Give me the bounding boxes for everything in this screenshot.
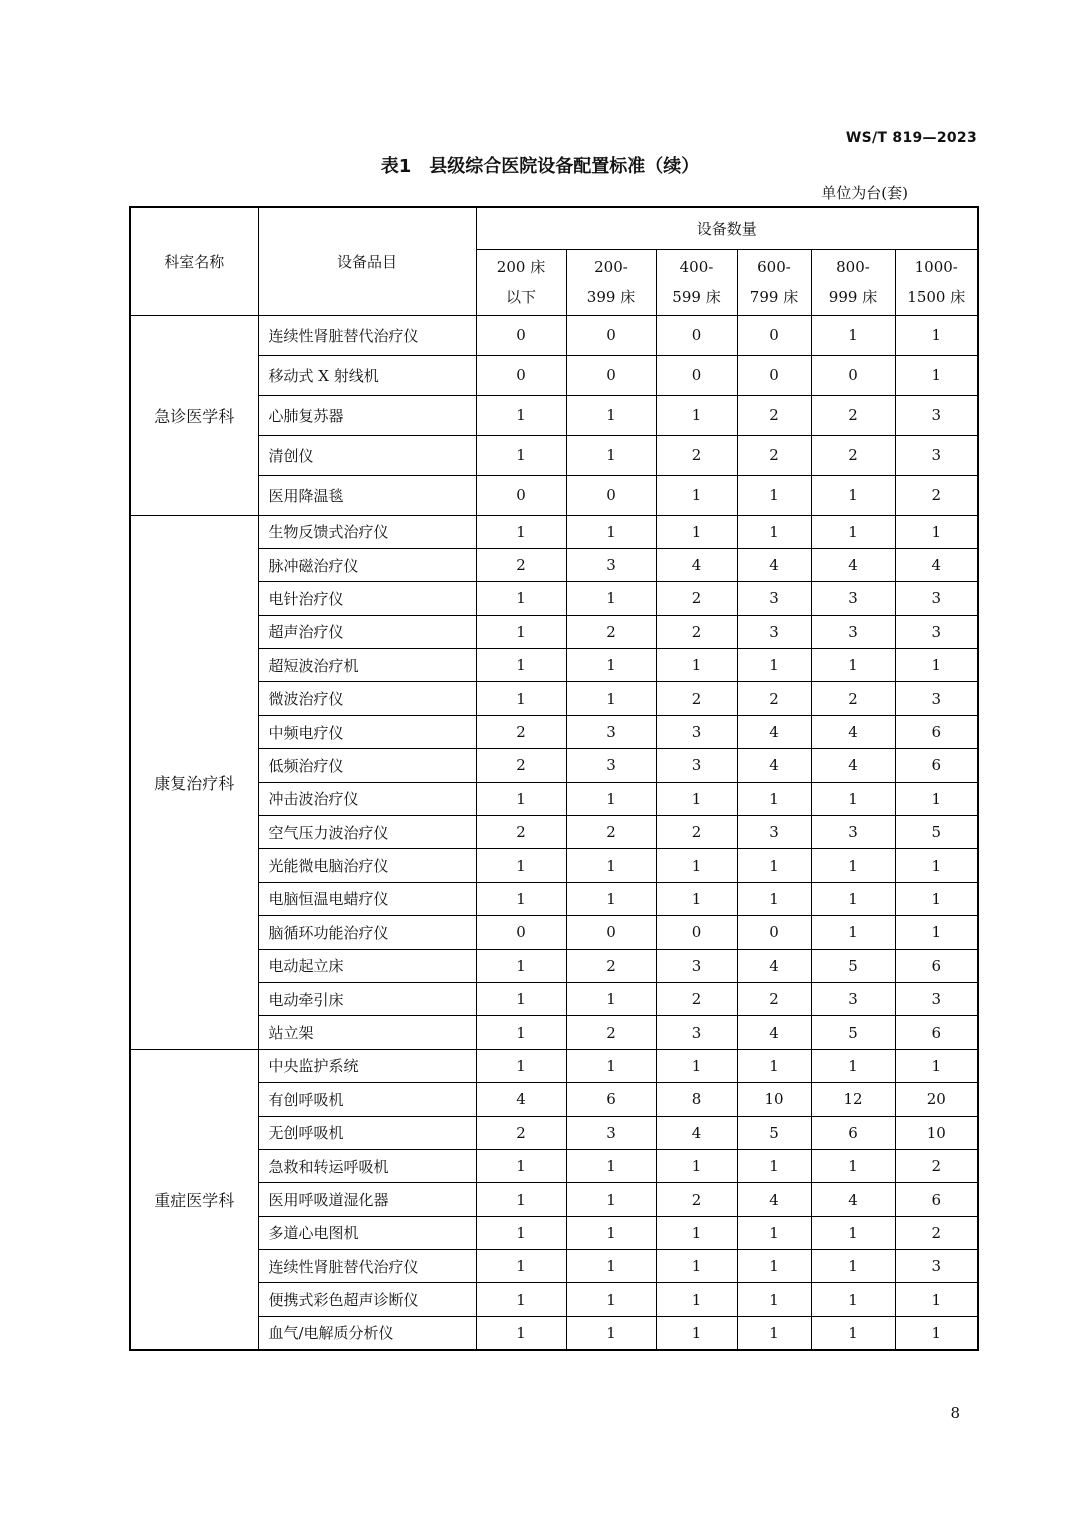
quantity-cell: 1 bbox=[656, 649, 737, 682]
header-bed-size-line: 200 床 bbox=[496, 258, 546, 276]
quantity-cell: 3 bbox=[566, 548, 656, 581]
quantity-cell: 1 bbox=[566, 849, 656, 882]
quantity-cell: 4 bbox=[476, 1083, 566, 1116]
header-item: 设备品目 bbox=[258, 207, 476, 315]
equipment-name: 生物反馈式治疗仪 bbox=[258, 515, 476, 548]
quantity-cell: 3 bbox=[895, 982, 978, 1015]
equipment-name: 多道心电图机 bbox=[258, 1216, 476, 1249]
equipment-name: 电针治疗仪 bbox=[258, 582, 476, 615]
quantity-cell: 2 bbox=[476, 816, 566, 849]
quantity-cell: 1 bbox=[566, 1216, 656, 1249]
quantity-cell: 0 bbox=[737, 916, 811, 949]
quantity-cell: 3 bbox=[737, 615, 811, 648]
quantity-cell: 1 bbox=[895, 1283, 978, 1316]
quantity-cell: 1 bbox=[895, 916, 978, 949]
quantity-cell: 1 bbox=[895, 315, 978, 355]
equipment-name: 冲击波治疗仪 bbox=[258, 782, 476, 815]
quantity-cell: 2 bbox=[566, 949, 656, 982]
quantity-cell: 1 bbox=[895, 782, 978, 815]
equipment-name: 移动式 X 射线机 bbox=[258, 355, 476, 395]
equipment-name: 清创仪 bbox=[258, 435, 476, 475]
header-bed-size-line: 1500 床 bbox=[907, 288, 966, 306]
quantity-cell: 3 bbox=[895, 615, 978, 648]
equipment-name: 微波治疗仪 bbox=[258, 682, 476, 715]
quantity-cell: 6 bbox=[895, 1183, 978, 1216]
quantity-cell: 4 bbox=[895, 548, 978, 581]
quantity-cell: 6 bbox=[895, 749, 978, 782]
quantity-cell: 4 bbox=[811, 548, 895, 581]
quantity-cell: 4 bbox=[811, 1183, 895, 1216]
table-row bbox=[130, 1116, 978, 1149]
quantity-cell: 1 bbox=[811, 849, 895, 882]
equipment-name: 电动起立床 bbox=[258, 949, 476, 982]
quantity-cell: 2 bbox=[476, 715, 566, 748]
header-bed-size bbox=[656, 249, 737, 315]
equipment-name: 超短波治疗机 bbox=[258, 649, 476, 682]
table-row bbox=[130, 515, 978, 548]
table-row bbox=[130, 849, 978, 882]
quantity-cell: 8 bbox=[656, 1083, 737, 1116]
quantity-cell: 1 bbox=[566, 1283, 656, 1316]
quantity-cell: 1 bbox=[656, 1316, 737, 1349]
quantity-cell: 1 bbox=[895, 849, 978, 882]
quantity-cell: 3 bbox=[895, 395, 978, 435]
table-row bbox=[130, 582, 978, 615]
quantity-cell: 1 bbox=[811, 515, 895, 548]
standard-code: WS/T 819—2023 bbox=[845, 130, 977, 146]
quantity-cell: 1 bbox=[476, 1183, 566, 1216]
quantity-cell: 0 bbox=[656, 916, 737, 949]
header-bed-size bbox=[811, 249, 895, 315]
quantity-cell: 1 bbox=[656, 1049, 737, 1082]
quantity-cell: 0 bbox=[811, 355, 895, 395]
equipment-name: 中央监护系统 bbox=[258, 1049, 476, 1082]
quantity-cell: 2 bbox=[737, 682, 811, 715]
equipment-name: 连续性肾脏替代治疗仪 bbox=[258, 315, 476, 355]
quantity-cell: 1 bbox=[737, 1149, 811, 1182]
table-row bbox=[130, 315, 978, 355]
quantity-cell: 5 bbox=[737, 1116, 811, 1149]
quantity-cell: 0 bbox=[566, 315, 656, 355]
quantity-cell: 2 bbox=[566, 1016, 656, 1049]
quantity-cell: 0 bbox=[656, 315, 737, 355]
quantity-cell: 1 bbox=[656, 395, 737, 435]
quantity-cell: 3 bbox=[811, 816, 895, 849]
equipment-name: 心肺复苏器 bbox=[258, 395, 476, 435]
quantity-cell: 1 bbox=[895, 1049, 978, 1082]
table-row bbox=[130, 749, 978, 782]
table-row bbox=[130, 615, 978, 648]
header-bed-size-line: 400- bbox=[679, 258, 714, 276]
quantity-cell: 1 bbox=[656, 1283, 737, 1316]
quantity-cell: 0 bbox=[737, 355, 811, 395]
quantity-cell: 1 bbox=[737, 882, 811, 915]
equipment-name: 低频治疗仪 bbox=[258, 749, 476, 782]
quantity-cell: 0 bbox=[566, 355, 656, 395]
equipment-name: 脑循环功能治疗仪 bbox=[258, 916, 476, 949]
quantity-cell: 1 bbox=[656, 475, 737, 515]
quantity-cell: 4 bbox=[737, 949, 811, 982]
equipment-name: 医用呼吸道湿化器 bbox=[258, 1183, 476, 1216]
quantity-cell: 2 bbox=[811, 435, 895, 475]
quantity-cell: 2 bbox=[476, 548, 566, 581]
quantity-cell: 2 bbox=[656, 982, 737, 1015]
table-row bbox=[130, 548, 978, 581]
table-row bbox=[130, 435, 978, 475]
quantity-cell: 1 bbox=[895, 515, 978, 548]
quantity-cell: 1 bbox=[476, 515, 566, 548]
quantity-cell: 1 bbox=[476, 682, 566, 715]
quantity-cell: 4 bbox=[811, 715, 895, 748]
table-row bbox=[130, 1183, 978, 1216]
header-bed-size-line: 799 床 bbox=[749, 288, 799, 306]
quantity-cell: 0 bbox=[737, 315, 811, 355]
quantity-cell: 6 bbox=[566, 1083, 656, 1116]
quantity-cell: 2 bbox=[811, 682, 895, 715]
table-row bbox=[130, 1216, 978, 1249]
quantity-cell: 1 bbox=[476, 882, 566, 915]
equipment-name: 脉冲磁治疗仪 bbox=[258, 548, 476, 581]
quantity-cell: 1 bbox=[476, 615, 566, 648]
table-row bbox=[130, 982, 978, 1015]
quantity-cell: 2 bbox=[566, 615, 656, 648]
unit-note: 单位为台(套) bbox=[821, 184, 908, 202]
quantity-cell: 1 bbox=[566, 1316, 656, 1349]
quantity-cell: 12 bbox=[811, 1083, 895, 1116]
quantity-cell: 2 bbox=[895, 475, 978, 515]
quantity-cell: 0 bbox=[566, 475, 656, 515]
equipment-name: 血气/电解质分析仪 bbox=[258, 1316, 476, 1349]
quantity-cell: 1 bbox=[476, 1283, 566, 1316]
quantity-cell: 3 bbox=[737, 816, 811, 849]
header-bed-size bbox=[737, 249, 811, 315]
quantity-cell: 3 bbox=[737, 582, 811, 615]
quantity-cell: 1 bbox=[811, 475, 895, 515]
quantity-cell: 3 bbox=[656, 1016, 737, 1049]
quantity-cell: 1 bbox=[811, 315, 895, 355]
table-row bbox=[130, 682, 978, 715]
quantity-cell: 2 bbox=[656, 816, 737, 849]
quantity-cell: 2 bbox=[811, 395, 895, 435]
table-row bbox=[130, 355, 978, 395]
header-bed-size-line: 600- bbox=[757, 258, 791, 276]
quantity-cell: 3 bbox=[811, 982, 895, 1015]
quantity-cell: 1 bbox=[476, 1016, 566, 1049]
equipment-name: 光能微电脑治疗仪 bbox=[258, 849, 476, 882]
quantity-cell: 1 bbox=[476, 782, 566, 815]
quantity-cell: 3 bbox=[566, 1116, 656, 1149]
quantity-cell: 1 bbox=[895, 1316, 978, 1349]
header-department: 科室名称 bbox=[130, 207, 258, 315]
quantity-cell: 2 bbox=[737, 982, 811, 1015]
quantity-cell: 3 bbox=[656, 949, 737, 982]
quantity-cell: 1 bbox=[895, 649, 978, 682]
quantity-cell: 2 bbox=[566, 816, 656, 849]
quantity-cell: 1 bbox=[811, 1049, 895, 1082]
quantity-cell: 1 bbox=[811, 1283, 895, 1316]
table-row bbox=[130, 1149, 978, 1182]
quantity-cell: 1 bbox=[566, 649, 656, 682]
quantity-cell: 3 bbox=[895, 1250, 978, 1283]
header-quantity: 设备数量 bbox=[476, 207, 978, 249]
equipment-name: 便携式彩色超声诊断仪 bbox=[258, 1283, 476, 1316]
table-row bbox=[130, 715, 978, 748]
header-bed-size bbox=[895, 249, 978, 315]
quantity-cell: 3 bbox=[656, 715, 737, 748]
quantity-cell: 3 bbox=[566, 749, 656, 782]
equipment-table bbox=[129, 206, 979, 1351]
quantity-cell: 1 bbox=[566, 1149, 656, 1182]
quantity-cell: 4 bbox=[737, 749, 811, 782]
quantity-cell: 1 bbox=[476, 849, 566, 882]
page-number: 8 bbox=[950, 1404, 960, 1422]
equipment-name: 电动牵引床 bbox=[258, 982, 476, 1015]
quantity-cell: 0 bbox=[656, 355, 737, 395]
quantity-cell: 1 bbox=[737, 1049, 811, 1082]
header-bed-size-line: 399 床 bbox=[586, 288, 636, 306]
header-bed-size-line: 200- bbox=[594, 258, 628, 276]
table-row bbox=[130, 916, 978, 949]
quantity-cell: 1 bbox=[566, 982, 656, 1015]
quantity-cell: 1 bbox=[656, 515, 737, 548]
quantity-cell: 2 bbox=[895, 1216, 978, 1249]
quantity-cell: 1 bbox=[656, 1250, 737, 1283]
quantity-cell: 6 bbox=[895, 949, 978, 982]
quantity-cell: 1 bbox=[737, 1216, 811, 1249]
quantity-cell: 1 bbox=[476, 1049, 566, 1082]
quantity-cell: 1 bbox=[476, 1149, 566, 1182]
quantity-cell: 2 bbox=[476, 749, 566, 782]
quantity-cell: 1 bbox=[476, 395, 566, 435]
table-row bbox=[130, 395, 978, 435]
quantity-cell: 1 bbox=[656, 849, 737, 882]
department-name: 康复治疗科 bbox=[130, 515, 258, 1049]
table-row bbox=[130, 1283, 978, 1316]
quantity-cell: 2 bbox=[737, 395, 811, 435]
quantity-cell: 2 bbox=[656, 435, 737, 475]
equipment-name: 急救和转运呼吸机 bbox=[258, 1149, 476, 1182]
equipment-name: 连续性肾脏替代治疗仪 bbox=[258, 1250, 476, 1283]
equipment-name: 无创呼吸机 bbox=[258, 1116, 476, 1149]
quantity-cell: 3 bbox=[895, 582, 978, 615]
quantity-cell: 0 bbox=[476, 475, 566, 515]
quantity-cell: 1 bbox=[566, 1250, 656, 1283]
table-row bbox=[130, 782, 978, 815]
quantity-cell: 5 bbox=[811, 1016, 895, 1049]
quantity-cell: 1 bbox=[737, 1316, 811, 1349]
quantity-cell: 1 bbox=[476, 649, 566, 682]
quantity-cell: 10 bbox=[895, 1116, 978, 1149]
equipment-name: 站立架 bbox=[258, 1016, 476, 1049]
equipment-name: 电脑恒温电蜡疗仪 bbox=[258, 882, 476, 915]
quantity-cell: 2 bbox=[656, 1183, 737, 1216]
header-bed-size-line: 800- bbox=[836, 258, 870, 276]
quantity-cell: 1 bbox=[566, 682, 656, 715]
equipment-name: 超声治疗仪 bbox=[258, 615, 476, 648]
quantity-cell: 6 bbox=[895, 715, 978, 748]
quantity-cell: 1 bbox=[566, 1183, 656, 1216]
table-row bbox=[130, 949, 978, 982]
quantity-cell: 4 bbox=[656, 548, 737, 581]
quantity-cell: 1 bbox=[476, 1316, 566, 1349]
quantity-cell: 3 bbox=[566, 715, 656, 748]
quantity-cell: 0 bbox=[566, 916, 656, 949]
quantity-cell: 1 bbox=[737, 782, 811, 815]
table-row bbox=[130, 1250, 978, 1283]
quantity-cell: 5 bbox=[811, 949, 895, 982]
equipment-name: 有创呼吸机 bbox=[258, 1083, 476, 1116]
quantity-cell: 2 bbox=[656, 682, 737, 715]
header-bed-size-line: 599 床 bbox=[672, 288, 721, 306]
quantity-cell: 6 bbox=[895, 1016, 978, 1049]
quantity-cell: 4 bbox=[737, 1183, 811, 1216]
quantity-cell: 1 bbox=[566, 1049, 656, 1082]
quantity-cell: 1 bbox=[566, 435, 656, 475]
quantity-cell: 1 bbox=[656, 782, 737, 815]
quantity-cell: 1 bbox=[476, 435, 566, 475]
header-bed-size bbox=[566, 249, 656, 315]
table-row bbox=[130, 1016, 978, 1049]
quantity-cell: 1 bbox=[566, 882, 656, 915]
header-bed-size-line: 1000- bbox=[914, 258, 958, 276]
quantity-cell: 0 bbox=[476, 355, 566, 395]
quantity-cell: 3 bbox=[895, 435, 978, 475]
quantity-cell: 1 bbox=[566, 782, 656, 815]
table-row bbox=[130, 649, 978, 682]
header-bed-size-line: 999 床 bbox=[828, 288, 878, 306]
equipment-name: 中频电疗仪 bbox=[258, 715, 476, 748]
table-row bbox=[130, 816, 978, 849]
quantity-cell: 1 bbox=[737, 515, 811, 548]
table-title: 表1 县级综合医院设备配置标准（续） bbox=[380, 156, 700, 177]
quantity-cell: 2 bbox=[895, 1149, 978, 1182]
quantity-cell: 1 bbox=[811, 1316, 895, 1349]
quantity-cell: 1 bbox=[895, 882, 978, 915]
quantity-cell: 1 bbox=[656, 1149, 737, 1182]
quantity-cell: 1 bbox=[566, 582, 656, 615]
quantity-cell: 2 bbox=[656, 615, 737, 648]
quantity-cell: 3 bbox=[895, 682, 978, 715]
quantity-cell: 1 bbox=[566, 395, 656, 435]
quantity-cell: 1 bbox=[737, 649, 811, 682]
quantity-cell: 4 bbox=[656, 1116, 737, 1149]
quantity-cell: 1 bbox=[811, 1250, 895, 1283]
department-name: 重症医学科 bbox=[130, 1049, 258, 1350]
department-name: 急诊医学科 bbox=[130, 315, 258, 515]
quantity-cell: 1 bbox=[476, 949, 566, 982]
quantity-cell: 4 bbox=[737, 1016, 811, 1049]
quantity-cell: 5 bbox=[895, 816, 978, 849]
quantity-cell: 1 bbox=[737, 1283, 811, 1316]
quantity-cell: 1 bbox=[811, 1216, 895, 1249]
quantity-cell: 1 bbox=[476, 1216, 566, 1249]
quantity-cell: 3 bbox=[811, 615, 895, 648]
table-row bbox=[130, 1316, 978, 1349]
quantity-cell: 1 bbox=[811, 1149, 895, 1182]
equipment-name: 医用降温毯 bbox=[258, 475, 476, 515]
quantity-cell: 4 bbox=[737, 715, 811, 748]
table-row bbox=[130, 475, 978, 515]
quantity-cell: 20 bbox=[895, 1083, 978, 1116]
quantity-cell: 0 bbox=[476, 916, 566, 949]
table-row bbox=[130, 1083, 978, 1116]
quantity-cell: 1 bbox=[737, 475, 811, 515]
table-row bbox=[130, 882, 978, 915]
quantity-cell: 1 bbox=[811, 649, 895, 682]
header-bed-size bbox=[476, 249, 566, 315]
quantity-cell: 4 bbox=[737, 548, 811, 581]
equipment-name: 空气压力波治疗仪 bbox=[258, 816, 476, 849]
quantity-cell: 1 bbox=[895, 355, 978, 395]
quantity-cell: 1 bbox=[737, 1250, 811, 1283]
quantity-cell: 1 bbox=[811, 782, 895, 815]
quantity-cell: 3 bbox=[811, 582, 895, 615]
quantity-cell: 1 bbox=[737, 849, 811, 882]
quantity-cell: 2 bbox=[476, 1116, 566, 1149]
quantity-cell: 1 bbox=[811, 882, 895, 915]
quantity-cell: 0 bbox=[476, 315, 566, 355]
quantity-cell: 1 bbox=[476, 582, 566, 615]
quantity-cell: 2 bbox=[737, 435, 811, 475]
quantity-cell: 6 bbox=[811, 1116, 895, 1149]
quantity-cell: 1 bbox=[656, 882, 737, 915]
quantity-cell: 1 bbox=[476, 1250, 566, 1283]
quantity-cell: 2 bbox=[656, 582, 737, 615]
header-bed-size-line: 以下 bbox=[505, 288, 536, 306]
quantity-cell: 1 bbox=[811, 916, 895, 949]
table-row bbox=[130, 1049, 978, 1082]
quantity-cell: 10 bbox=[737, 1083, 811, 1116]
quantity-cell: 1 bbox=[656, 1216, 737, 1249]
quantity-cell: 1 bbox=[476, 982, 566, 1015]
quantity-cell: 3 bbox=[656, 749, 737, 782]
quantity-cell: 1 bbox=[566, 515, 656, 548]
quantity-cell: 4 bbox=[811, 749, 895, 782]
